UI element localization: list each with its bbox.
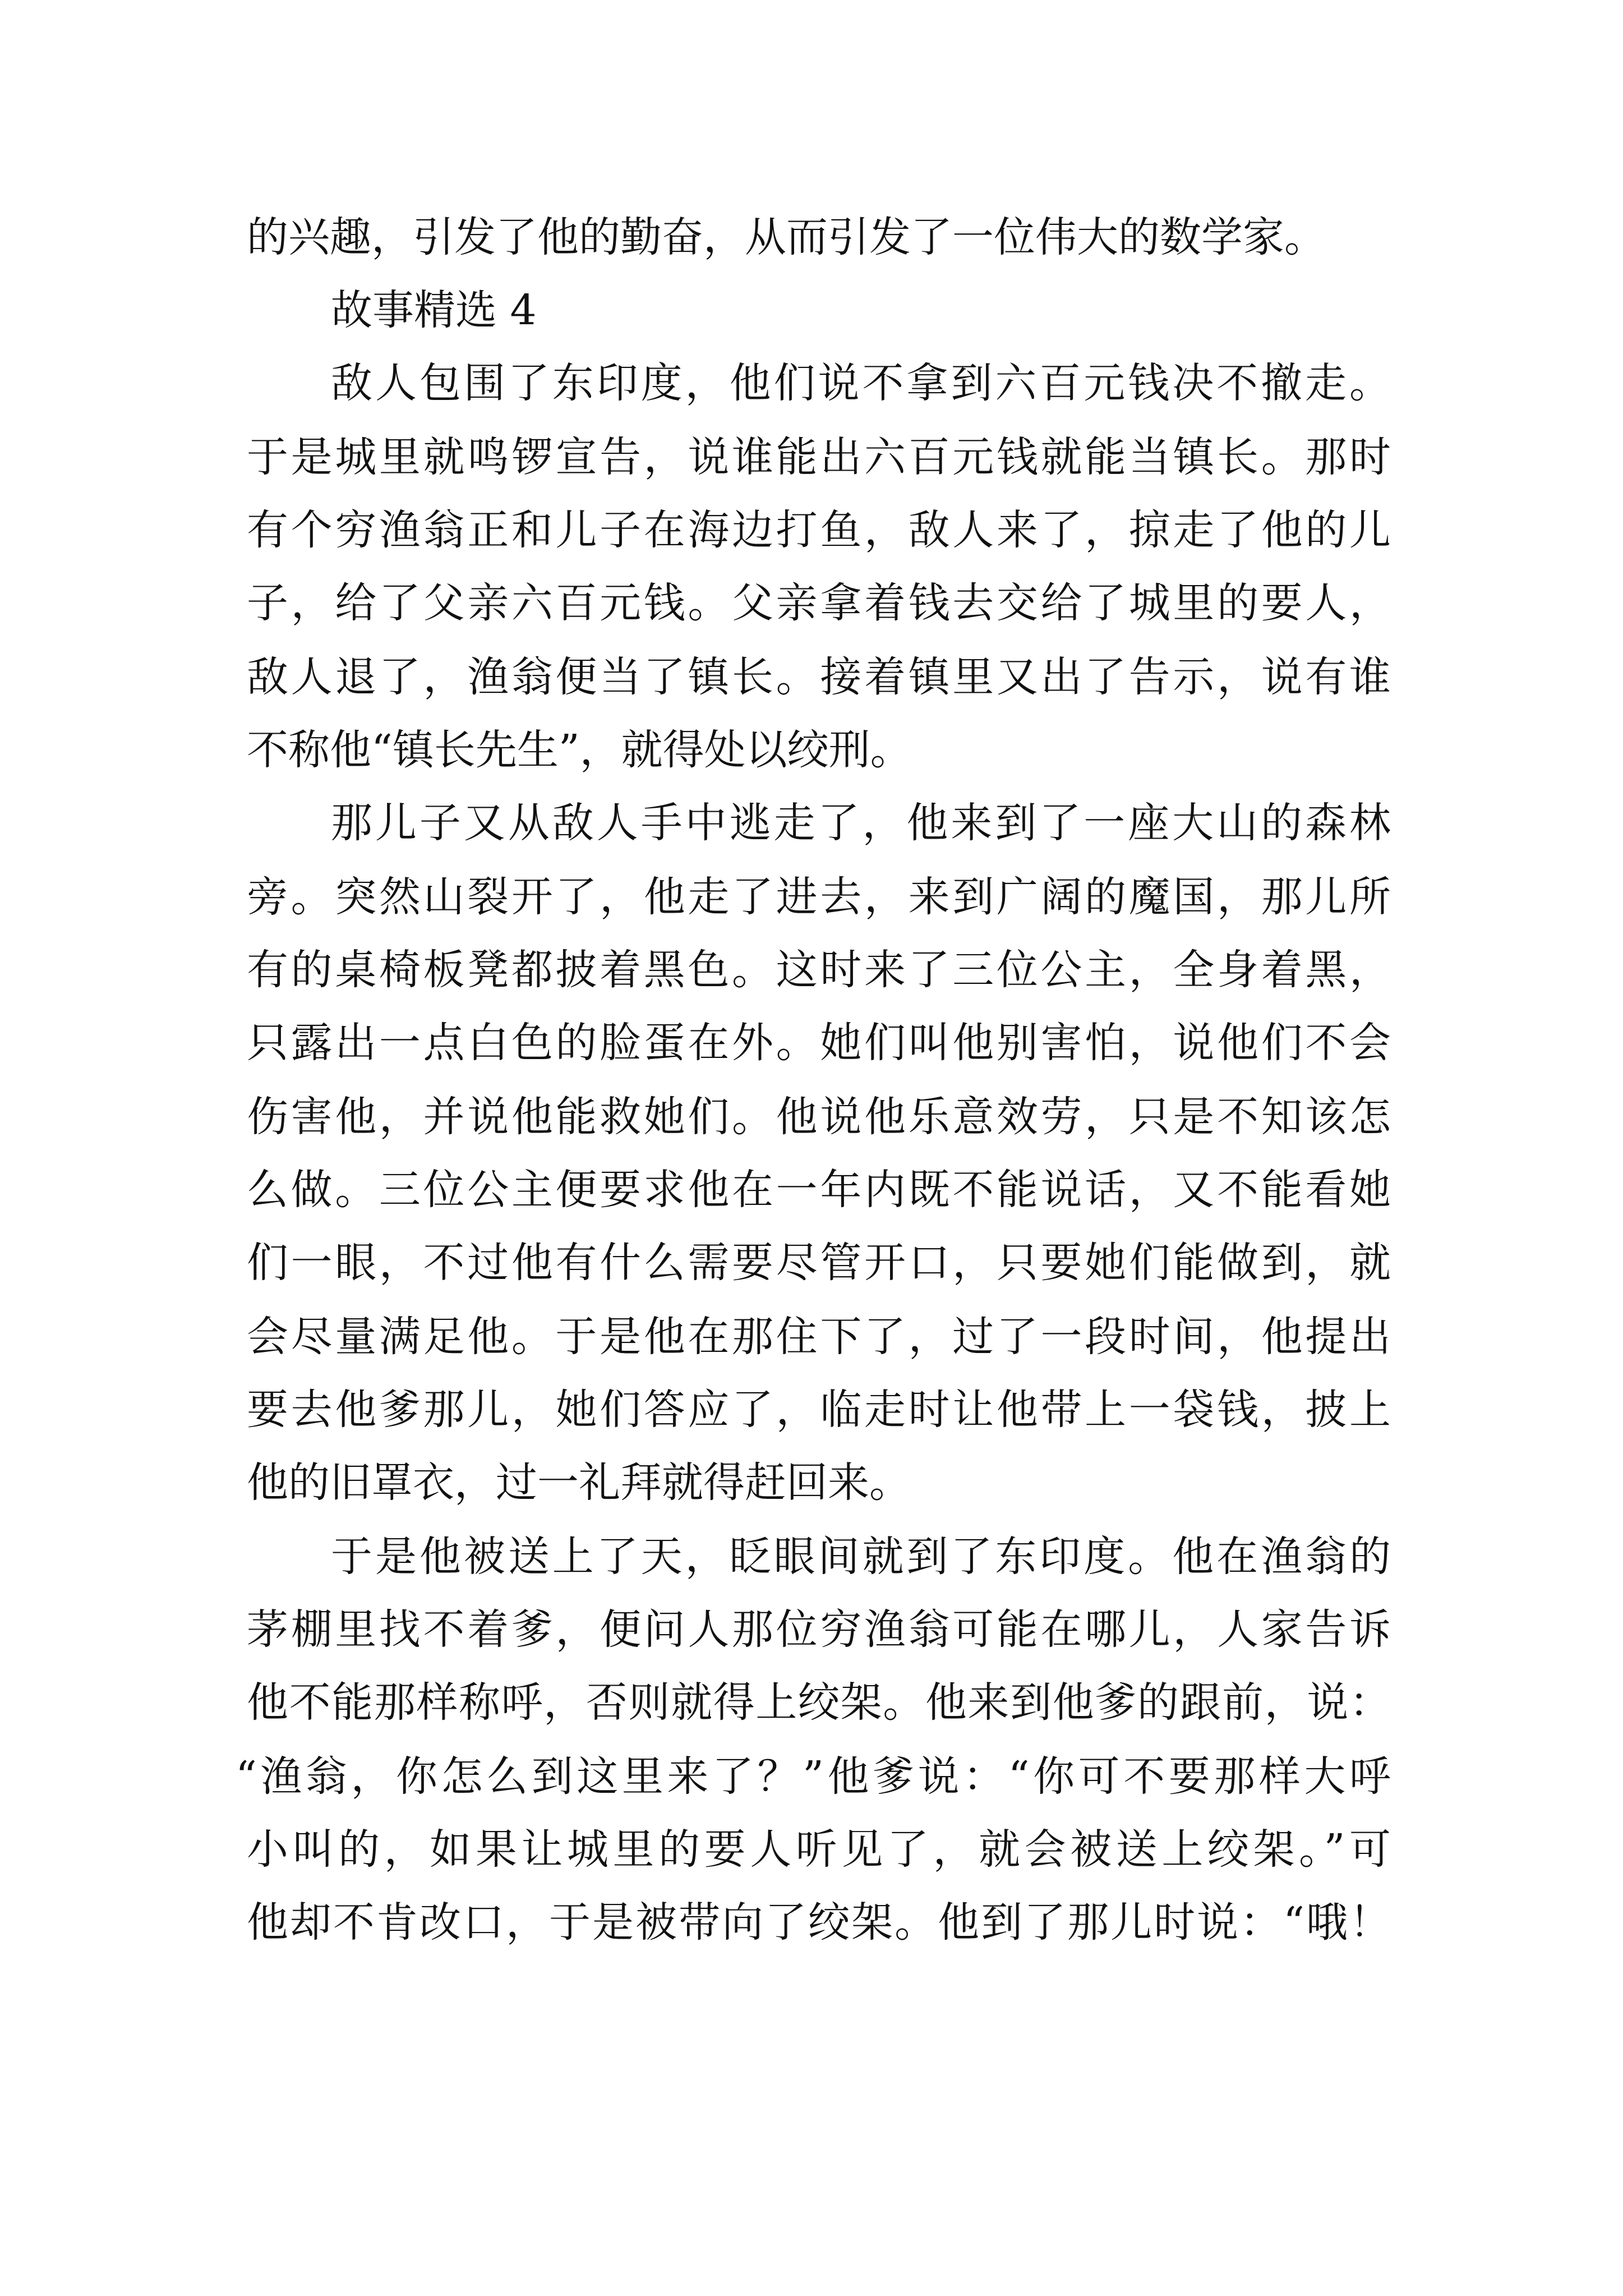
paragraph-line: 他的旧罩衣，过一礼拜就得赶回来。 — [247, 1458, 911, 1507]
paragraph-line: 于是城里就鸣锣宣告，说谁能出六百元钱就能当镇长。那时 — [247, 433, 1391, 481]
paragraph-line: “渔翁，你怎么到这里来了？”他爹说：“你可不要那样大呼 — [236, 1752, 1391, 1801]
paragraph-line: 会尽量满足他。于是他在那住下了，过了一段时间，他提出 — [247, 1313, 1391, 1361]
paragraph-line: 有的桌椅板凳都披着黑色。这时来了三位公主，全身着黑， — [247, 946, 1391, 994]
paragraph-line: 不称他“镇长先生”，就得处以绞刑。 — [247, 726, 912, 774]
paragraph-line: 于是他被送上了天，眨眼间就到了东印度。他在渔翁的 — [331, 1533, 1391, 1581]
paragraph-line: 有个穷渔翁正和儿子在海边打鱼，敌人来了，掠走了他的儿 — [247, 506, 1391, 554]
paragraph-line: 旁。突然山裂开了，他走了进去，来到广阔的魔国，那儿所 — [247, 873, 1391, 921]
paragraph-line: 茅棚里找不着爹，便问人那位穷渔翁可能在哪儿，人家告诉 — [247, 1605, 1391, 1654]
paragraph-line: 那儿子又从敌人手中逃走了，他来到了一座大山的森林 — [331, 799, 1391, 847]
paragraph-line: 伤害他，并说他能救她们。他说他乐意效劳，只是不知该怎 — [247, 1093, 1391, 1141]
paragraph-line: 小叫的，如果让城里的要人听见了，就会被送上绞架。”可 — [247, 1825, 1391, 1874]
paragraph-line: 他却不肯改口，于是被带向了绞架。他到了那儿时说：“哦！ — [247, 1898, 1391, 1947]
text-line: 的兴趣，引发了他的勤奋，从而引发了一位伟大的数学家。 — [247, 213, 1326, 261]
paragraph-line: 他不能那样称呼，否则就得上绞架。他来到他爹的跟前，说： — [247, 1678, 1391, 1727]
section-heading: 故事精选 4 — [331, 286, 537, 334]
paragraph-line: 子，给了父亲六百元钱。父亲拿着钱去交给了城里的要人， — [247, 579, 1391, 627]
paragraph-line: 敌人包围了东印度，他们说不拿到六百元钱决不撤走。 — [331, 359, 1391, 407]
paragraph-line: 只露出一点白色的脸蛋在外。她们叫他别害怕，说他们不会 — [247, 1019, 1391, 1067]
paragraph-line: 敌人退了，渔翁便当了镇长。接着镇里又出了告示，说有谁 — [247, 653, 1391, 701]
paragraph-line: 们一眼，不过他有什么需要尽管开口，只要她们能做到，就 — [247, 1239, 1391, 1287]
paragraph-line: 么做。三位公主便要求他在一年内既不能说话，又不能看她 — [247, 1166, 1391, 1214]
paragraph-line: 要去他爹那儿，她们答应了，临走时让他带上一袋钱，披上 — [247, 1386, 1391, 1434]
